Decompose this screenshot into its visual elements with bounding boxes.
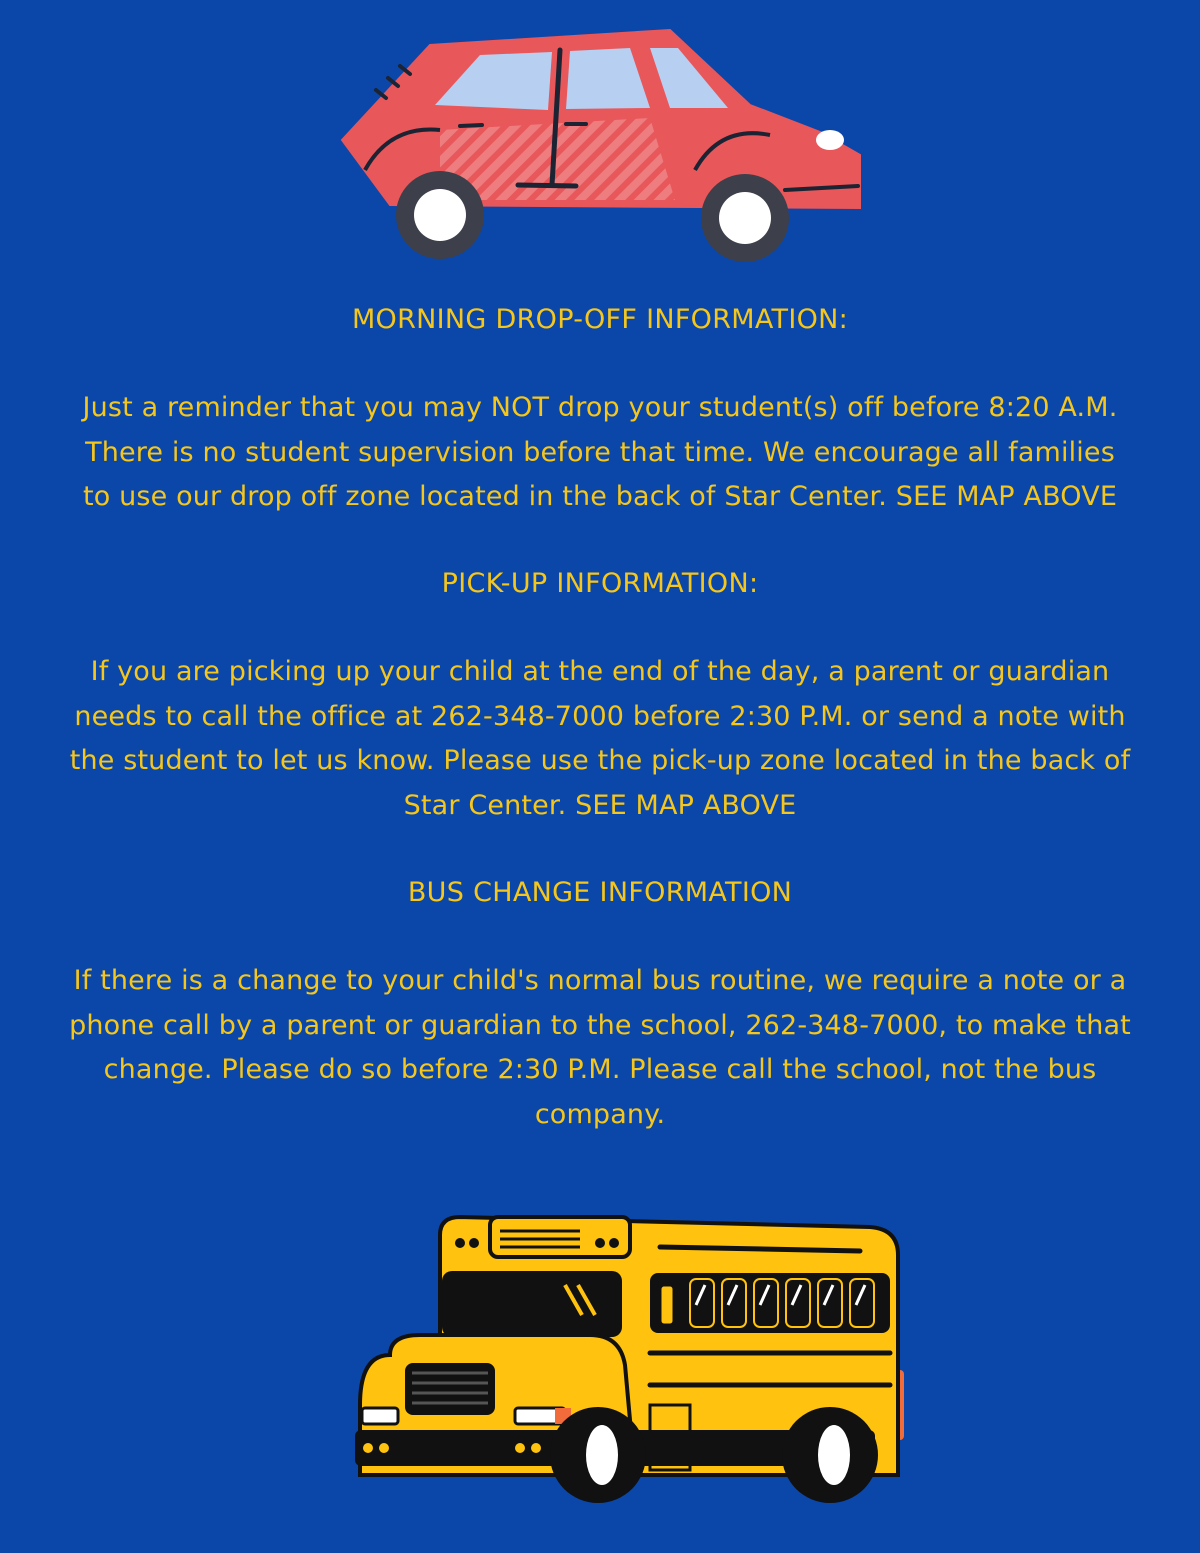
dropoff-paragraph [0, 386, 1200, 520]
pickup-line-2: needs to call the office at 262-348-7000 before 2:30 P.M. or send a note with [74, 700, 1126, 732]
dropoff-heading: MORNING DROP-OFF INFORMATION: [351, 304, 849, 335]
bus-change-heading: BUS CHANGE INFORMATION [407, 877, 793, 908]
school-bus-illustration [350, 1205, 910, 1515]
pickup-paragraph [0, 650, 1200, 828]
bus-change-line-4: company. [534, 1098, 666, 1130]
bus-change-paragraph [0, 959, 1200, 1137]
dropoff-line-1: Just a reminder that you may NOT drop your student(s) off before 8:20 A.M. [82, 392, 1118, 423]
pickup-line-4: Star Center. SEE MAP ABOVE [403, 789, 797, 821]
dropoff-line-2: There is no student supervision before that time. We encourage all families [85, 436, 1115, 468]
pickup-line-1: If you are picking up your child at the end of the day, a parent or guardian [90, 656, 1110, 687]
dropoff-line-3: to use our drop off zone located in the back of Star Center. SEE MAP ABOVE [82, 481, 1118, 512]
pickup-line-3: the student to let us know. Please use the pick-up zone located in the back of [69, 745, 1131, 776]
bus-change-line-2: phone call by a parent or guardian to the school, 262-348-7000, to make that [69, 1009, 1131, 1041]
pickup-heading: PICK-UP INFORMATION: [441, 568, 759, 599]
bus-change-line-1: If there is a change to your child's normal bus routine, we require a note or a [73, 965, 1127, 996]
bus-change-line-3: change. Please do so before 2:30 P.M. Please call the school, not the bus [103, 1054, 1097, 1085]
car-illustration [330, 20, 870, 270]
